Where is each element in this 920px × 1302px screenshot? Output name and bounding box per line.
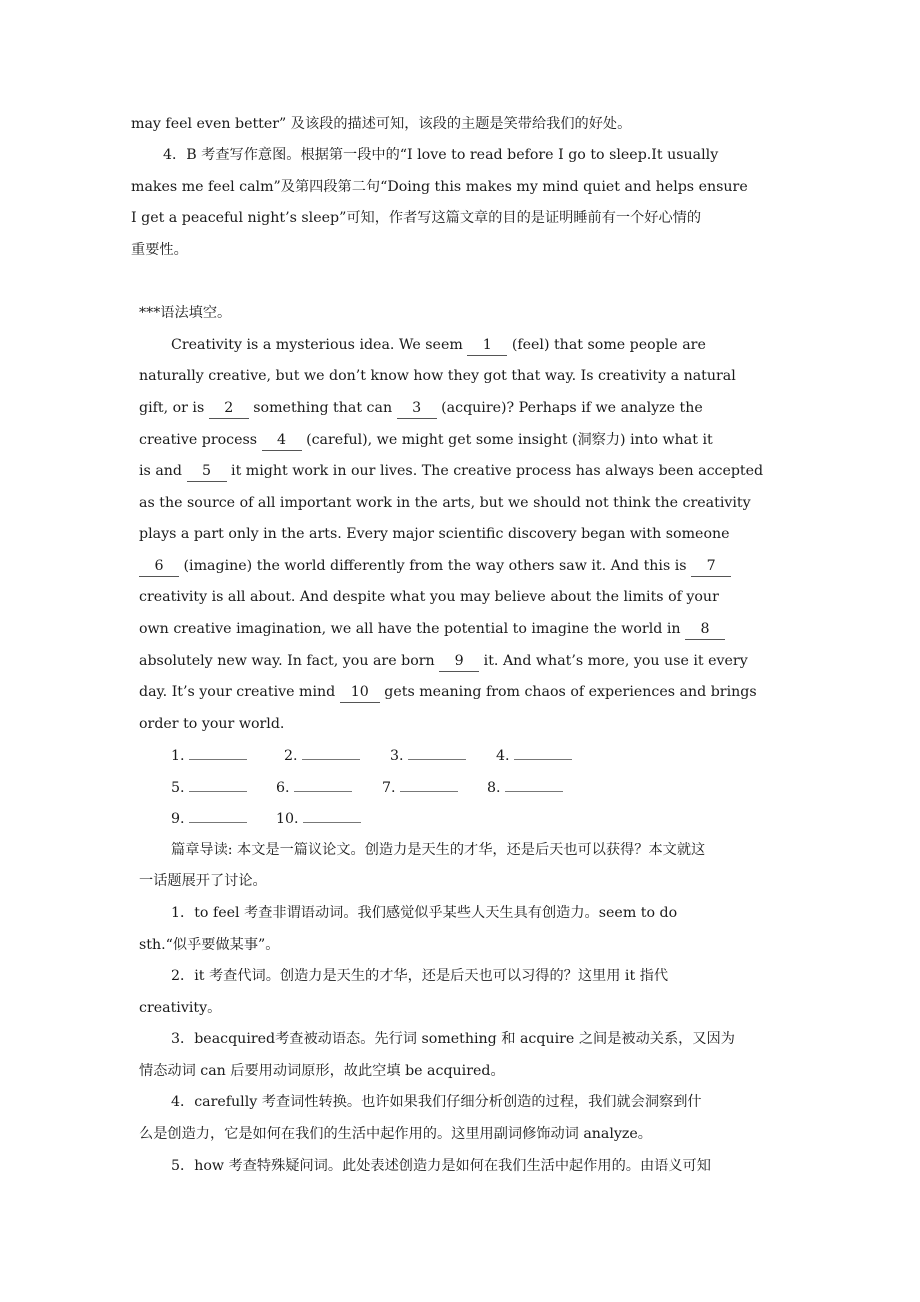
slot-label: 5. (171, 780, 185, 796)
passage-text: Creativity is a mysterious idea. We seem (171, 337, 468, 353)
blank-2[interactable]: 2 (209, 398, 249, 419)
answer-4-explanation-cont: makes me feel calm”及第四段第二句“Doing this makes my mind quiet and helps ensure (131, 179, 748, 195)
answer-slot-9[interactable] (189, 808, 247, 823)
passage-text: plays a part only in the arts. Every major scientific discovery began with someone (139, 526, 730, 542)
passage-text: it. And what’s more, you use it every (479, 653, 748, 669)
answer-slot-7[interactable] (400, 777, 458, 792)
passage-text: (careful), we might get some insight (洞察力) into what it (301, 432, 713, 448)
passage-text: (imagine) the world differently from the way others saw it. And this is (179, 558, 692, 574)
answer-4-explanation: 4．B 考查写作意图。根据第一段中的“I love to read before I go to sleep.It usually (163, 147, 719, 163)
blank-10[interactable]: 10 (340, 682, 380, 703)
passage-text: order to your world. (139, 716, 285, 732)
blank-9[interactable]: 9 (439, 651, 479, 672)
explanation-2-cont: creativity。 (139, 1000, 222, 1016)
passage-text: naturally creative, but we don’t know how they got that way. Is creativity a natural (139, 368, 736, 384)
slot-label: 7. (382, 780, 396, 796)
slot-label: 4. (496, 748, 510, 764)
slot-label: 1. (171, 748, 185, 764)
explanation-1: 1．to feel 考查非谓语动词。我们感觉似乎某些人天生具有创造力。seem to do (171, 905, 678, 921)
slot-label: 10. (276, 811, 299, 827)
blank-1[interactable]: 1 (467, 335, 507, 356)
passage-text: own creative imagination, we all have the potential to imagine the world in (139, 621, 686, 637)
answer-4-explanation-cont: 重要性。 (131, 242, 188, 258)
explanation-2: 2．it 考查代词。创造力是天生的才华，还是后天也可以习得的？这里用 it 指代 (171, 968, 669, 984)
section-title: ***语法填空。 (139, 305, 232, 321)
passage-text: something that can (248, 400, 397, 416)
passage-text: creativity is all about. And despite what you may believe about the limits of your (139, 589, 719, 605)
blank-8[interactable]: 8 (685, 619, 725, 640)
passage-text: creative process (139, 432, 262, 448)
explanation-1-cont: sth.“似乎要做某事”。 (139, 937, 280, 953)
explanation-4: 4．carefully 考查词性转换。也许如果我们仔细分析创造的过程，我们就会洞察到什 (171, 1094, 702, 1110)
slot-label: 9. (171, 811, 185, 827)
slot-label: 2. (284, 748, 298, 764)
blank-7[interactable]: 7 (691, 556, 731, 577)
passage-text: (feel) that some people are (507, 337, 706, 353)
answer-slot-10[interactable] (303, 808, 361, 823)
blank-3[interactable]: 3 (397, 398, 437, 419)
explanation-3-cont: 情态动词 can 后要用动词原形，故此空填 be acquired。 (139, 1063, 505, 1079)
slot-label: 6. (276, 780, 290, 796)
answer-slot-2[interactable] (302, 745, 360, 760)
blank-6[interactable]: 6 (139, 556, 179, 577)
answer-slot-6[interactable] (294, 777, 352, 792)
slot-label: 8. (487, 780, 501, 796)
passage-text: is and (139, 463, 187, 479)
passage-guide: 篇章导读: 本文是一篇议论文。创造力是天生的才华，还是后天也可以获得？本文就这 (171, 842, 706, 858)
answer-slot-4[interactable] (514, 745, 572, 760)
blank-4[interactable]: 4 (262, 430, 302, 451)
passage-guide-cont: 一话题展开了讨论。 (139, 873, 267, 889)
passage-text: gift, or is (139, 400, 209, 416)
slot-label: 3. (390, 748, 404, 764)
passage-text: absolutely new way. In fact, you are born (139, 653, 440, 669)
answer-4-explanation-cont: I get a peaceful night’s sleep”可知，作者写这篇文章的目的是证明睡前有一个好心情的 (131, 210, 702, 226)
blank-5[interactable]: 5 (187, 461, 227, 482)
passage-text: gets meaning from chaos of experiences and brings (379, 684, 757, 700)
answer-slot-1[interactable] (189, 745, 247, 760)
answer-slot-5[interactable] (189, 777, 247, 792)
explanation-5: 5．how 考查特殊疑问词。此处表述创造力是如何在我们生活中起作用的。由语义可知 (171, 1158, 711, 1174)
passage-text: it might work in our lives. The creative process has always been accepted (226, 463, 764, 479)
answer-slot-8[interactable] (505, 777, 563, 792)
passage-text: (acquire)? Perhaps if we analyze the (436, 400, 703, 416)
answer-slot-3[interactable] (408, 745, 466, 760)
explanation-3: 3．beacquired考查被动语态。先行词 something 和 acquire 之间是被动关系，又因为 (171, 1031, 735, 1047)
prev-answer-line: may feel even better” 及该段的描述可知，该段的主题是笑带给我们的好处。 (131, 116, 632, 132)
passage-text: as the source of all important work in the arts, but we should not think the creativity (139, 495, 751, 511)
explanation-4-cont: 么是创造力，它是如何在我们的生活中起作用的。这里用副词修饰动词 analyze。 (139, 1126, 652, 1142)
passage-text: day. It’s your creative mind (139, 684, 340, 700)
